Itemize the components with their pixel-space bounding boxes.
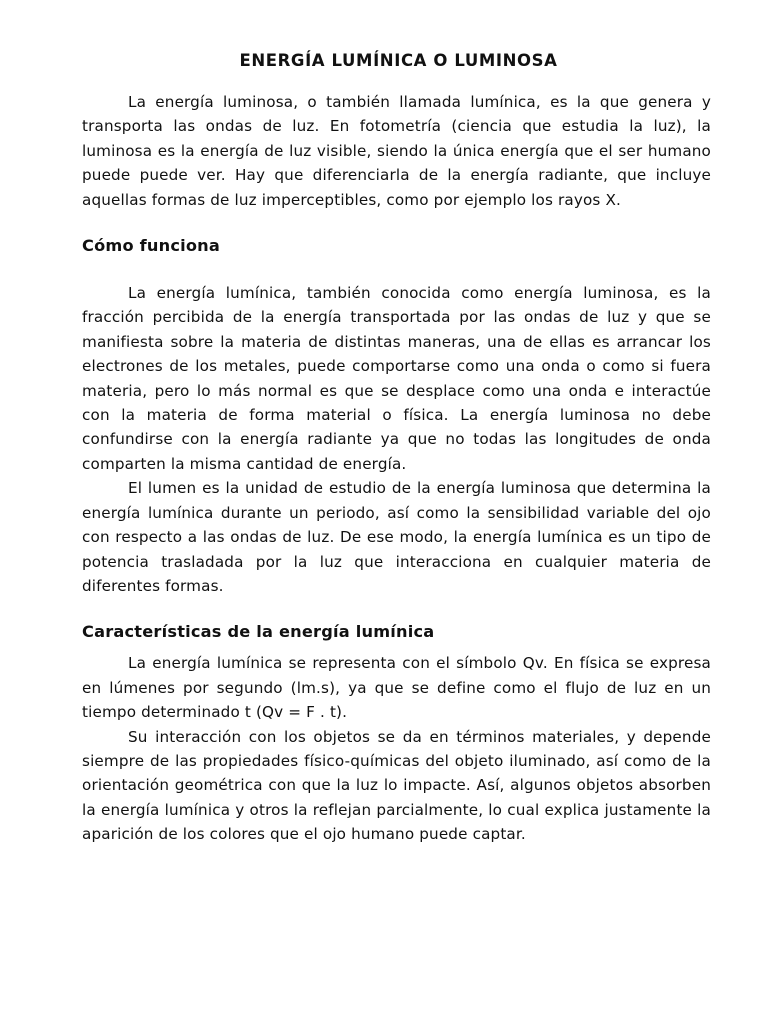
intro-paragraph: La energía luminosa, o también llamada lumínica, es la que genera y transporta las ondas de luz. En fotometría (ciencia que estudia la luz), la luminosa es la energía de luz visible, siendo la única energía que el ser humano puede puede ver. Hay que diferenciarla de la energía radiante, que incluye aquellas formas de luz imperceptibles, como por ejemplo los rayos X. bbox=[82, 93, 711, 209]
paragraph-como-funciona-1: La energía lumínica, también conocida como energía luminosa, es la fracción percibida de la energía transportada por las ondas de luz y que se manifiesta sobre la materia de distintas maneras, una de ellas es arrancar los electrones de los metales, puede comportarse como una onda o como si fuera materia, pero lo más normal es que se desplace como una onda e interactúe con la materia de forma material o física. La energía luminosa no debe confundirse con la energía radiante ya que no todas las longitudes de onda comparten la misma cantidad de energía. bbox=[82, 284, 711, 473]
document-title: ENERGÍA LUMÍNICA O LUMINOSA bbox=[239, 51, 558, 70]
paragraph-como-funciona-2: El lumen es la unidad de estudio de la energía luminosa que determina la energía lumínica durante un periodo, así como la sensibilidad variable del ojo con respecto a las ondas de luz. De ese modo, la energía lumínica es un tipo de potencia trasladada por la luz que interacciona en cualquier materia de diferentes formas. bbox=[82, 479, 711, 595]
paragraph-caracteristicas-2: Su interacción con los objetos se da en términos materiales, y depende siempre de las propiedades físico-químicas del objeto iluminado, así como de la orientación geométrica con que la luz lo impacte. Así, algunos objetos absorben la energía lumínica y otros la reflejan parcialmente, lo cual explica justamente la aparición de los colores que el ojo humano puede captar. bbox=[82, 727, 711, 844]
section-heading-caracteristicas: Características de la energía lumínica bbox=[82, 622, 435, 642]
paragraph-caracteristicas-1: La energía lumínica se representa con el símbolo Qv. En física se expresa en lúmenes por segundo (lm.s), ya que se define como el flujo de luz en un tiempo determinado t (Qv = F . t). bbox=[82, 654, 711, 722]
section-heading-como-funciona: Cómo funciona bbox=[82, 236, 221, 256]
